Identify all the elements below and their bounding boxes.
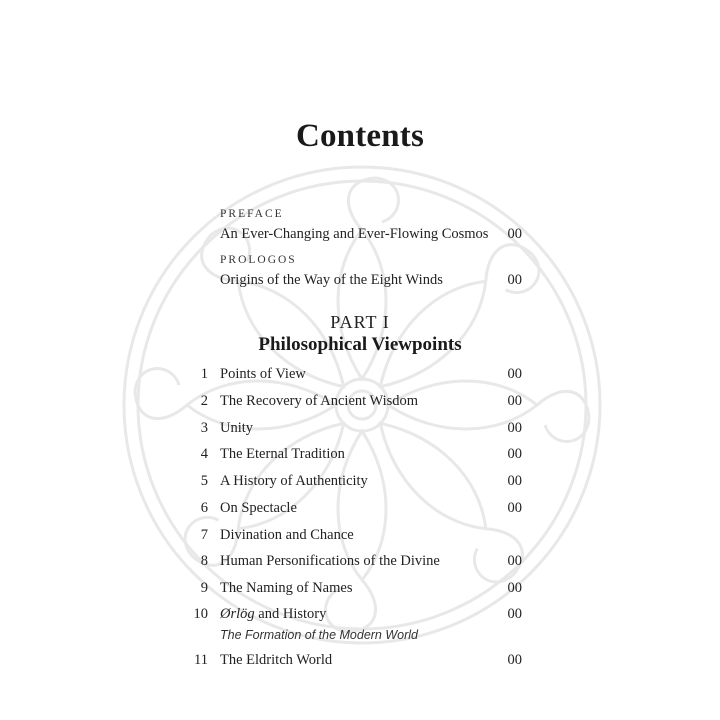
chapter-row[interactable] — [0, 420, 720, 440]
chapter-row[interactable] — [0, 446, 720, 466]
chapter-number: 1 — [200, 366, 208, 382]
part-title: Philosophical Viewpoints — [258, 334, 462, 355]
prologos-title[interactable]: Origins of the Way of the Eight Winds — [220, 272, 443, 288]
chapter-number: 9 — [200, 580, 208, 596]
part-label: PART I — [330, 312, 390, 332]
chapter-title[interactable] — [220, 606, 326, 623]
chapter-number: 11 — [194, 652, 208, 668]
chapter-page: 00 — [507, 580, 522, 596]
chapter-title[interactable]: The Recovery of Ancient Wisdom — [220, 393, 419, 409]
chapter-row[interactable] — [0, 652, 720, 672]
chapter-title-italic: Ørlög — [220, 606, 255, 622]
chapter-row[interactable] — [0, 527, 720, 547]
chapter-page: 00 — [507, 366, 522, 382]
page-title: Contents — [295, 118, 425, 154]
chapter-title[interactable]: The Eldritch World — [220, 652, 333, 668]
chapter-row[interactable] — [0, 500, 720, 520]
prologos-page: 00 — [507, 272, 522, 288]
chapter-number: 8 — [200, 553, 208, 569]
chapter-page: 00 — [507, 393, 522, 409]
chapter-number: 2 — [200, 393, 208, 409]
chapter-row[interactable] — [0, 553, 720, 573]
chapter-number: 10 — [193, 606, 208, 622]
chapter-title[interactable]: Unity — [220, 420, 254, 436]
chapter-title[interactable]: Points of View — [220, 366, 306, 382]
chapter-number: 3 — [200, 420, 208, 436]
chapter-title-rest: and History — [254, 606, 327, 622]
chapter-number: 5 — [200, 473, 208, 489]
chapter-page: 00 — [507, 652, 522, 668]
prologos-label: PROLOGOS — [220, 254, 297, 266]
chapter-page: 00 — [507, 473, 522, 489]
chapter-number: 4 — [200, 446, 208, 462]
preface-title[interactable]: An Ever-Changing and Ever-Flowing Cosmos — [220, 226, 489, 242]
chapter-subtitle: The Formation of the Modern World — [220, 628, 418, 642]
chapter-row[interactable] — [0, 393, 720, 413]
chapter-page: 00 — [507, 553, 522, 569]
chapter-row[interactable] — [0, 580, 720, 600]
chapter-page: 00 — [507, 606, 522, 622]
chapter-title[interactable]: Divination and Chance — [220, 527, 354, 543]
chapter-row[interactable] — [0, 606, 720, 646]
chapter-title[interactable]: The Eternal Tradition — [220, 446, 345, 462]
chapter-number: 7 — [200, 527, 208, 543]
chapter-title[interactable]: Human Personifications of the Divine — [220, 553, 440, 569]
chapter-title[interactable]: The Naming of Names — [220, 580, 353, 596]
preface-page: 00 — [507, 226, 522, 242]
chapter-number: 6 — [200, 500, 208, 516]
chapter-page: 00 — [507, 420, 522, 436]
chapter-row[interactable] — [0, 473, 720, 493]
chapter-title[interactable]: On Spectacle — [220, 500, 297, 516]
chapter-page: 00 — [507, 500, 522, 516]
chapter-page: 00 — [507, 446, 522, 462]
chapter-row[interactable] — [0, 366, 720, 386]
chapter-title[interactable]: A History of Authenticity — [220, 473, 368, 489]
preface-label: PREFACE — [220, 208, 284, 220]
